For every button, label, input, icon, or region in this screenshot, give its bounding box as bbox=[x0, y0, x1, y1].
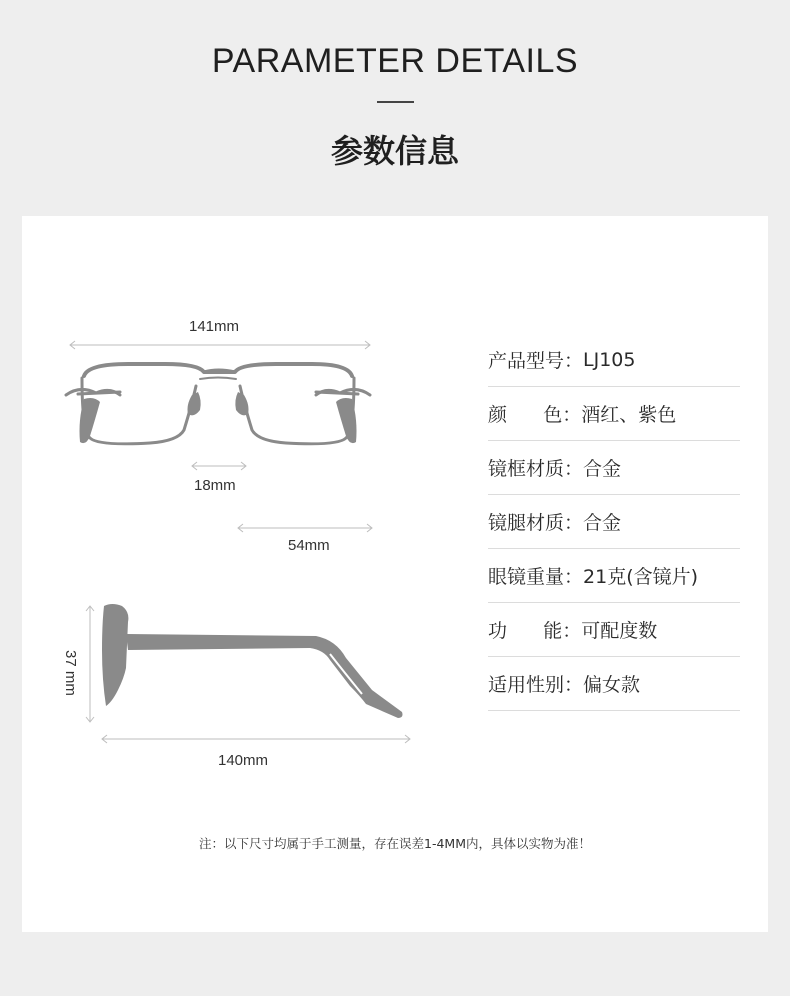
total-width-dimension-line bbox=[70, 341, 370, 349]
spec-row-function bbox=[488, 603, 740, 657]
spec-row-temple-material bbox=[488, 495, 740, 549]
dimension-lens-height-label: 37 mm bbox=[62, 650, 79, 696]
spec-value: 合金 bbox=[583, 458, 622, 480]
bridge-dimension-line bbox=[192, 462, 246, 470]
lens-width-dimension-line bbox=[238, 524, 372, 532]
measurement-note: 注：以下尺寸均属于手工测量，存在误差1-4MM内，具体以实物为准！ bbox=[199, 836, 591, 851]
spec-label: 眼镜重量： bbox=[488, 566, 584, 588]
spec-row-frame-material bbox=[488, 441, 740, 495]
lens-height-dimension-line bbox=[86, 606, 94, 722]
spec-row-model bbox=[488, 333, 740, 387]
spec-label: 镜腿材质： bbox=[488, 512, 584, 534]
dimension-bridge-label: 18mm bbox=[194, 477, 236, 494]
spec-label: 颜 色： bbox=[488, 404, 582, 426]
spec-value: 可配度数 bbox=[581, 620, 658, 642]
dimension-temple-length-label: 140mm bbox=[218, 752, 269, 769]
spec-label: 适用性别： bbox=[488, 674, 584, 696]
page-subtitle: 参数信息 bbox=[330, 132, 459, 170]
spec-value: 酒红、紫色 bbox=[581, 404, 677, 426]
spec-row-color bbox=[488, 387, 740, 441]
temple-length-dimension-line bbox=[102, 735, 410, 743]
spec-label: 功 能： bbox=[488, 620, 582, 642]
spec-value: 21克(含镜片) bbox=[583, 566, 699, 588]
spec-value: LJ105 bbox=[583, 348, 636, 371]
spec-row-gender bbox=[488, 657, 740, 711]
spec-value: 合金 bbox=[583, 512, 622, 534]
spec-list bbox=[488, 333, 740, 711]
dimension-total-width-label: 141mm bbox=[189, 318, 240, 335]
glasses-side-view bbox=[102, 604, 403, 718]
spec-label: 镜框材质： bbox=[488, 458, 584, 480]
spec-label: 产品型号： bbox=[488, 350, 584, 372]
spec-value: 偏女款 bbox=[583, 674, 641, 696]
spec-row-weight bbox=[488, 549, 740, 603]
dimension-lens-width-label: 54mm bbox=[288, 537, 330, 554]
glasses-front-view bbox=[66, 364, 370, 444]
page-title: PARAMETER DETAILS bbox=[211, 42, 579, 80]
glasses-front-fill bbox=[80, 392, 357, 443]
